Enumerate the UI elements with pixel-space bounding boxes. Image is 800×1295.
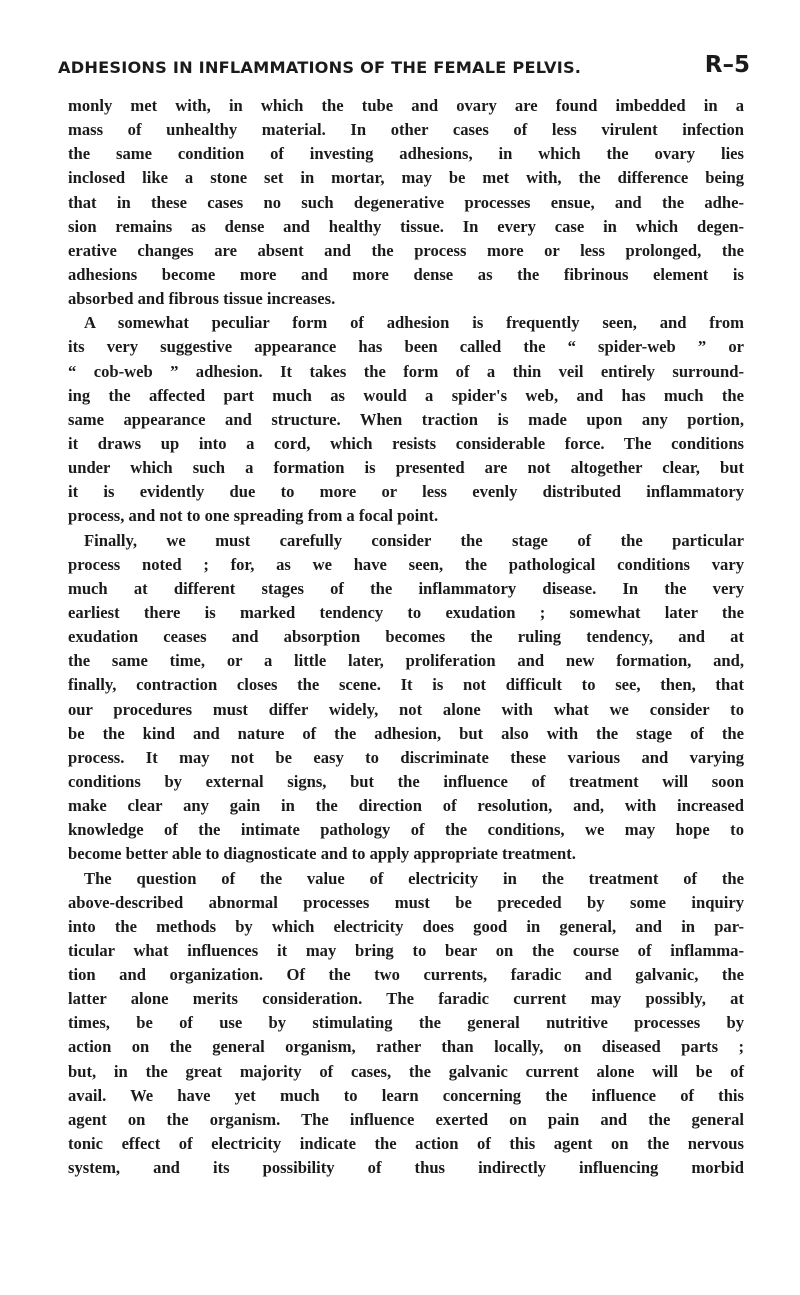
text-line: that in these cases no such degenerative processes ensue, and the adhe- xyxy=(68,192,744,212)
running-head xyxy=(58,52,750,82)
text-line: times, be of use by stimulating the general nutritive processes by xyxy=(68,1013,744,1033)
text-line: tonic effect of electricity indicate the action of this agent on the nervous xyxy=(68,1134,744,1154)
text-line: same appearance and structure. When traction is made upon any portion, xyxy=(68,409,744,429)
text-line: the same condition of investing adhesions, in which the ovary lies xyxy=(68,144,744,164)
text-line: process, and not to one spreading from a focal point. xyxy=(68,506,439,526)
text-line: into the methods by which electricity does good in general, and in par- xyxy=(68,916,744,936)
text-line: the same time, or a little later, proliferation and new formation, and, xyxy=(68,651,744,671)
text-line: its very suggestive appearance has been called the “ spider-web ” or xyxy=(68,337,744,357)
body-text xyxy=(68,94,744,1180)
text-line: be the kind and nature of the adhesion, but also with the stage of the xyxy=(68,723,744,743)
text-line: agent on the organism. The influence exerted on pain and the general xyxy=(68,1109,744,1129)
text-line: it is evidently due to more or less evenly distributed inflammatory xyxy=(68,482,744,502)
text-line: finally, contraction closes the scene. It is not difficult to see, then, that xyxy=(68,675,744,695)
text-line: above-described abnormal processes must be preceded by some inquiry xyxy=(68,892,744,912)
page-number: R–5 xyxy=(704,52,750,78)
text-line: much at different stages of the inflammatory disease. In the very xyxy=(68,578,744,598)
text-line: erative changes are absent and the process more or less prolonged, the xyxy=(68,240,744,260)
text-line: Finally, we must carefully consider the stage of the particular xyxy=(84,530,744,550)
text-line: under which such a formation is presented are not altogether clear, but xyxy=(68,458,744,478)
text-line: mass of unhealthy material. In other cases of less virulent infection xyxy=(68,120,744,140)
text-line: ing the affected part much as would a spider's web, and has much the xyxy=(68,385,744,405)
text-line: knowledge of the intimate pathology of the conditions, we may hope to xyxy=(68,820,744,840)
text-line: absorbed and fibrous tissue increases. xyxy=(68,289,336,309)
text-line: monly met with, in which the tube and ovary are found imbedded in a xyxy=(68,96,744,115)
text-line: avail. We have yet much to learn concerning the influence of this xyxy=(68,1085,744,1105)
text-line: ticular what influences it may bring to bear on the course of inflamma- xyxy=(68,940,744,960)
text-line: The question of the value of electricity in the treatment of the xyxy=(84,868,744,888)
text-line: A somewhat peculiar form of adhesion is frequently seen, and from xyxy=(84,313,744,333)
text-line: action on the general organism, rather than locally, on diseased parts ; xyxy=(68,1037,744,1057)
text-line: adhesions become more and more dense as the fibrinous element is xyxy=(68,264,744,284)
text-line: become better able to diagnosticate and to apply appropriate treatment. xyxy=(68,844,576,864)
text-line: it draws up into a cord, which resists considerable force. The conditions xyxy=(68,433,744,453)
text-line: but, in the great majority of cases, the galvanic current alone will be of xyxy=(68,1061,744,1081)
text-line: “ cob-web ” adhesion. It takes the form of a thin veil entirely surround- xyxy=(68,361,744,381)
text-line: system, and its possibility of thus indirectly influencing morbid xyxy=(68,1158,744,1178)
text-line: tion and organization. Of the two currents, faradic and galvanic, the xyxy=(68,965,744,985)
text-line: exudation ceases and absorption becomes the ruling tendency, and at xyxy=(68,627,744,647)
text-line: earliest there is marked tendency to exudation ; somewhat later the xyxy=(68,602,744,622)
text-line: inclosed like a stone set in mortar, may be met with, the difference being xyxy=(68,168,744,188)
text-line: make clear any gain in the direction of resolution, and, with increased xyxy=(68,796,744,816)
text-line: conditions by external signs, but the influence of treatment will soon xyxy=(68,771,744,791)
text-line: process. It may not be easy to discriminate these various and varying xyxy=(68,747,744,767)
running-title: ADHESIONS IN INFLAMMATIONS OF THE FEMALE PELVIS. xyxy=(58,58,582,77)
text-line: sion remains as dense and healthy tissue. In every case in which degen- xyxy=(68,216,744,236)
text-line: process noted ; for, as we have seen, the pathological conditions vary xyxy=(68,554,744,574)
text-line: latter alone merits consideration. The faradic current may possibly, at xyxy=(68,989,744,1009)
text-line: our procedures must differ widely, not alone with what we consider to xyxy=(68,699,744,719)
